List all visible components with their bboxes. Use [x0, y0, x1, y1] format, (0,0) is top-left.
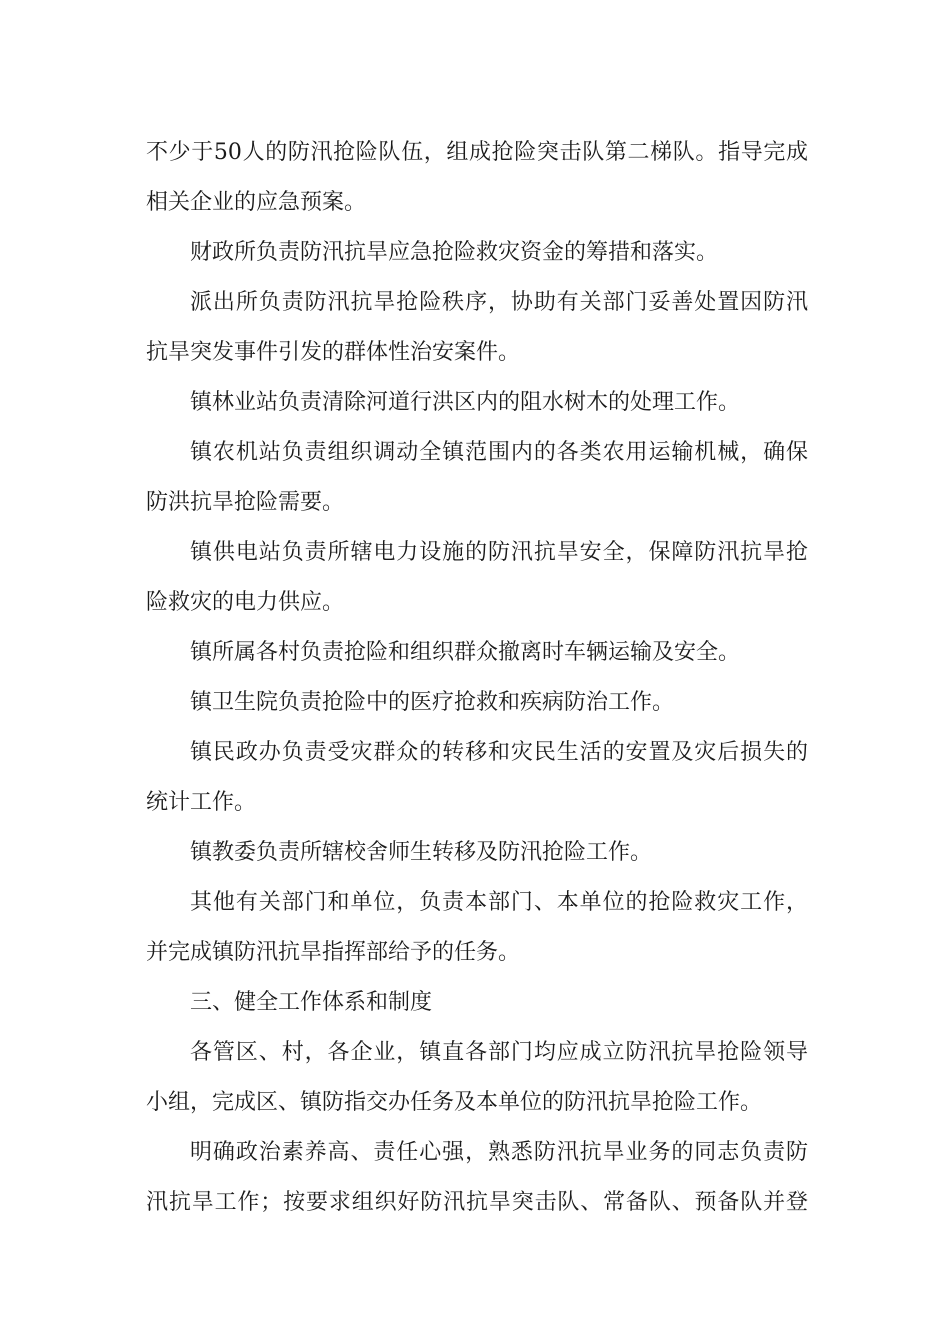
text-line: 派出所负责防汛抗旱抢险秩序，协助有关部门妥善处置因防汛 — [190, 290, 808, 315]
text-line: 小组，完成区、镇防指交办任务及本单位的防汛抗旱抢险工作。 — [146, 1090, 763, 1115]
text-line: 镇供电站负责所辖电力设施的防汛抗旱安全，保障防汛抗旱抢 — [190, 540, 808, 565]
text-line: 镇林业站负责清除河道行洪区内的阻水树木的处理工作。 — [190, 390, 741, 415]
text-line: 各管区、村，各企业，镇直各部门均应成立防汛抗旱抢险领导 — [190, 1040, 808, 1065]
document-body — [146, 128, 808, 1228]
text-line: 镇农机站负责组织调动全镇范围内的各类农用运输机械，确保 — [190, 440, 808, 465]
text-line: 明确政治素养高、责任心强，熟悉防汛抗旱业务的同志负责防 — [190, 1140, 808, 1165]
text-line: 财政所负责防汛抗旱应急抢险救灾资金的筹措和落实。 — [190, 240, 719, 265]
text-line: 统计工作。 — [146, 790, 257, 815]
text-line: 三、健全工作体系和制度 — [190, 990, 433, 1015]
text-line: 其他有关部门和单位，负责本部门、本单位的抢险救灾工作， — [190, 890, 808, 915]
text-line: 汛抗旱工作；按要求组织好防汛抗旱突击队、常备队、预备队并登 — [146, 1190, 808, 1215]
text-line: 险救灾的电力供应。 — [146, 590, 345, 615]
text-line: 防洪抗旱抢险需要。 — [146, 490, 345, 515]
text-line: 镇卫生院负责抢险中的医疗抢救和疾病防治工作。 — [190, 690, 675, 715]
text-line: 镇所属各村负责抢险和组织群众撤离时车辆运输及安全。 — [190, 640, 741, 665]
text-line: 并完成镇防汛抗旱指挥部给予的任务。 — [146, 940, 521, 965]
text-line: 相关企业的应急预案。 — [146, 190, 367, 215]
text-line: 抗旱突发事件引发的群体性治安案件。 — [146, 340, 521, 365]
text-line: 镇民政办负责受灾群众的转移和灾民生活的安置及灾后损失的 — [190, 740, 808, 765]
text-line: 镇教委负责所辖校舍师生转移及防汛抢险工作。 — [190, 840, 653, 865]
text-line: 不少于50人的防汛抢险队伍，组成抢险突击队第二梯队。指导完成 — [146, 140, 808, 165]
